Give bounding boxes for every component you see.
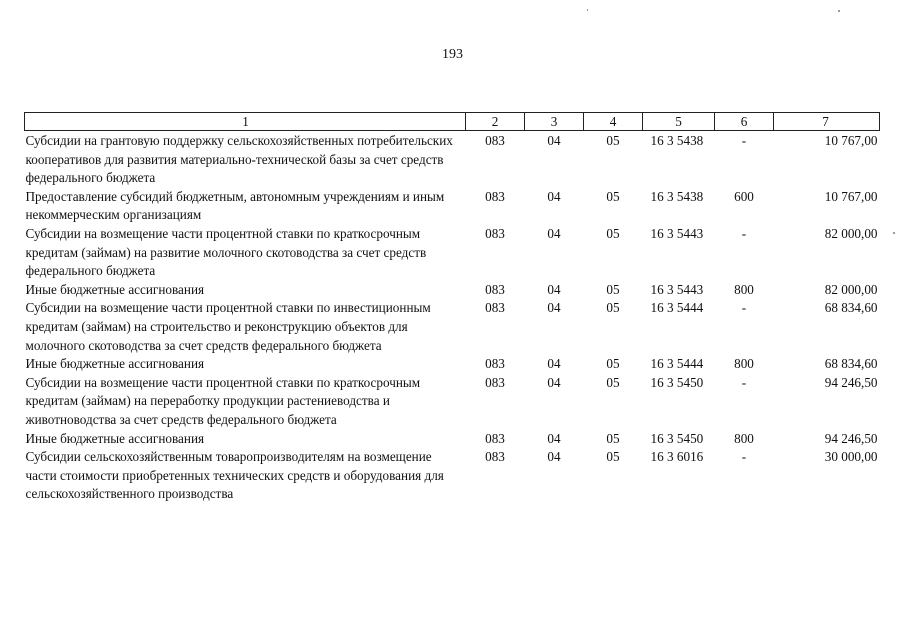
table-row xyxy=(25,355,880,374)
row-name: Субсидии на возмещение части процентной ставки по краткосрочным кредитам (займам) на развитие молочного скотоводства за счет средств федерального бюджета xyxy=(25,225,427,279)
table-row xyxy=(25,374,880,430)
row-target-code: 16 3 6016 xyxy=(650,449,704,465)
row-expense-type: - xyxy=(741,374,747,390)
row-subsection-code: 05 xyxy=(606,374,620,390)
row-expense-type: - xyxy=(741,225,747,241)
row-name: Субсидии на возмещение части процентной ставки по инвестиционным кредитам (займам) на строительство и реконструкцию объектов для молочного скотоводства за счет средств федерального бюджета xyxy=(25,300,431,353)
header-col-1: 1 xyxy=(25,113,466,131)
row-amount: 94 246,50 xyxy=(824,430,878,446)
row-subsection-code: 05 xyxy=(606,225,620,241)
row-expense-type: 800 xyxy=(734,356,754,372)
row-section-code: 04 xyxy=(547,281,561,297)
row-name: Субсидии сельскохозяйственным товаропроизводителям на возмещение части стоимости приобретенных технических средств и оборудования для сельскохозяйственного производства xyxy=(25,449,444,502)
row-ministry-code: 083 xyxy=(485,356,505,372)
row-ministry-code: 083 xyxy=(485,225,505,241)
table-row xyxy=(25,448,880,504)
header-col-3: 3 xyxy=(525,113,584,131)
row-subsection-code: 05 xyxy=(606,300,620,316)
row-section-code: 04 xyxy=(547,430,561,446)
row-section-code: 04 xyxy=(547,225,561,241)
row-target-code: 16 3 5438 xyxy=(650,133,704,148)
table-header xyxy=(25,113,880,131)
budget-table xyxy=(24,112,880,504)
row-subsection-code: 05 xyxy=(606,449,620,465)
page-number: 193 xyxy=(442,47,463,62)
row-section-code: 04 xyxy=(547,188,561,204)
row-subsection-code: 05 xyxy=(606,430,620,446)
row-expense-type: - xyxy=(741,300,747,316)
row-amount: 10 767,00 xyxy=(824,133,878,148)
header-col-7: 7 xyxy=(774,113,880,131)
row-amount: 94 246,50 xyxy=(824,374,878,390)
row-target-code: 16 3 5438 xyxy=(650,188,704,204)
table-row xyxy=(25,188,880,225)
row-target-code: 16 3 5443 xyxy=(650,281,704,297)
row-target-code: 16 3 5444 xyxy=(650,300,704,316)
row-section-code: 04 xyxy=(547,133,561,148)
row-amount: 82 000,00 xyxy=(824,281,878,297)
row-name: Субсидии на возмещение части процентной ставки по краткосрочным кредитам (займам) на переработку продукции растениеводства и животноводства за счет средств федерального бюджета xyxy=(25,374,421,427)
row-subsection-code: 05 xyxy=(606,356,620,372)
row-name: Иные бюджетные ассигнования xyxy=(25,430,205,446)
row-name: Субсидии на грантовую поддержку сельскохозяйственных потребительских кооперативов для развития материально-технической базы за счет средств федерального бюджета xyxy=(25,133,453,186)
row-name: Предоставление субсидий бюджетным, автономным учреждениям и иным некоммерческим организациям xyxy=(25,188,445,223)
table-row xyxy=(25,430,880,449)
row-ministry-code: 083 xyxy=(485,188,505,204)
row-section-code: 04 xyxy=(547,374,561,390)
row-ministry-code: 083 xyxy=(485,133,505,148)
row-subsection-code: 05 xyxy=(606,281,620,297)
row-section-code: 04 xyxy=(547,300,561,316)
row-amount: 30 000,00 xyxy=(824,449,878,465)
table-row xyxy=(25,299,880,355)
row-amount: 68 834,60 xyxy=(824,356,878,372)
row-expense-type: 800 xyxy=(734,281,754,297)
row-expense-type: - xyxy=(741,449,747,465)
row-target-code: 16 3 5444 xyxy=(650,356,704,372)
row-ministry-code: 083 xyxy=(485,281,505,297)
row-target-code: 16 3 5450 xyxy=(650,374,704,390)
row-ministry-code: 083 xyxy=(485,449,505,465)
row-section-code: 04 xyxy=(547,356,561,372)
row-name: Иные бюджетные ассигнования xyxy=(25,356,205,372)
table-row xyxy=(25,281,880,300)
table-body xyxy=(25,131,880,504)
row-amount: 68 834,60 xyxy=(824,300,878,316)
row-expense-type: 600 xyxy=(734,188,754,204)
row-name: Иные бюджетные ассигнования xyxy=(25,281,205,297)
row-amount: 82 000,00 xyxy=(824,225,878,241)
header-col-5: 5 xyxy=(643,113,715,131)
row-ministry-code: 083 xyxy=(485,430,505,446)
scan-artifact xyxy=(587,9,588,11)
scan-artifact xyxy=(838,10,840,12)
row-expense-type: 800 xyxy=(734,430,754,446)
row-section-code: 04 xyxy=(547,449,561,465)
header-row xyxy=(25,113,880,131)
row-ministry-code: 083 xyxy=(485,374,505,390)
header-col-4: 4 xyxy=(584,113,643,131)
header-col-6: 6 xyxy=(715,113,774,131)
row-target-code: 16 3 5450 xyxy=(650,430,704,446)
row-target-code: 16 3 5443 xyxy=(650,225,704,241)
table-row xyxy=(25,131,880,188)
row-subsection-code: 05 xyxy=(606,188,620,204)
header-col-2: 2 xyxy=(466,113,525,131)
row-subsection-code: 05 xyxy=(606,133,620,148)
scan-artifact xyxy=(893,232,895,234)
row-amount: 10 767,00 xyxy=(824,188,878,204)
table-row xyxy=(25,225,880,281)
row-ministry-code: 083 xyxy=(485,300,505,316)
row-expense-type: - xyxy=(741,133,747,148)
